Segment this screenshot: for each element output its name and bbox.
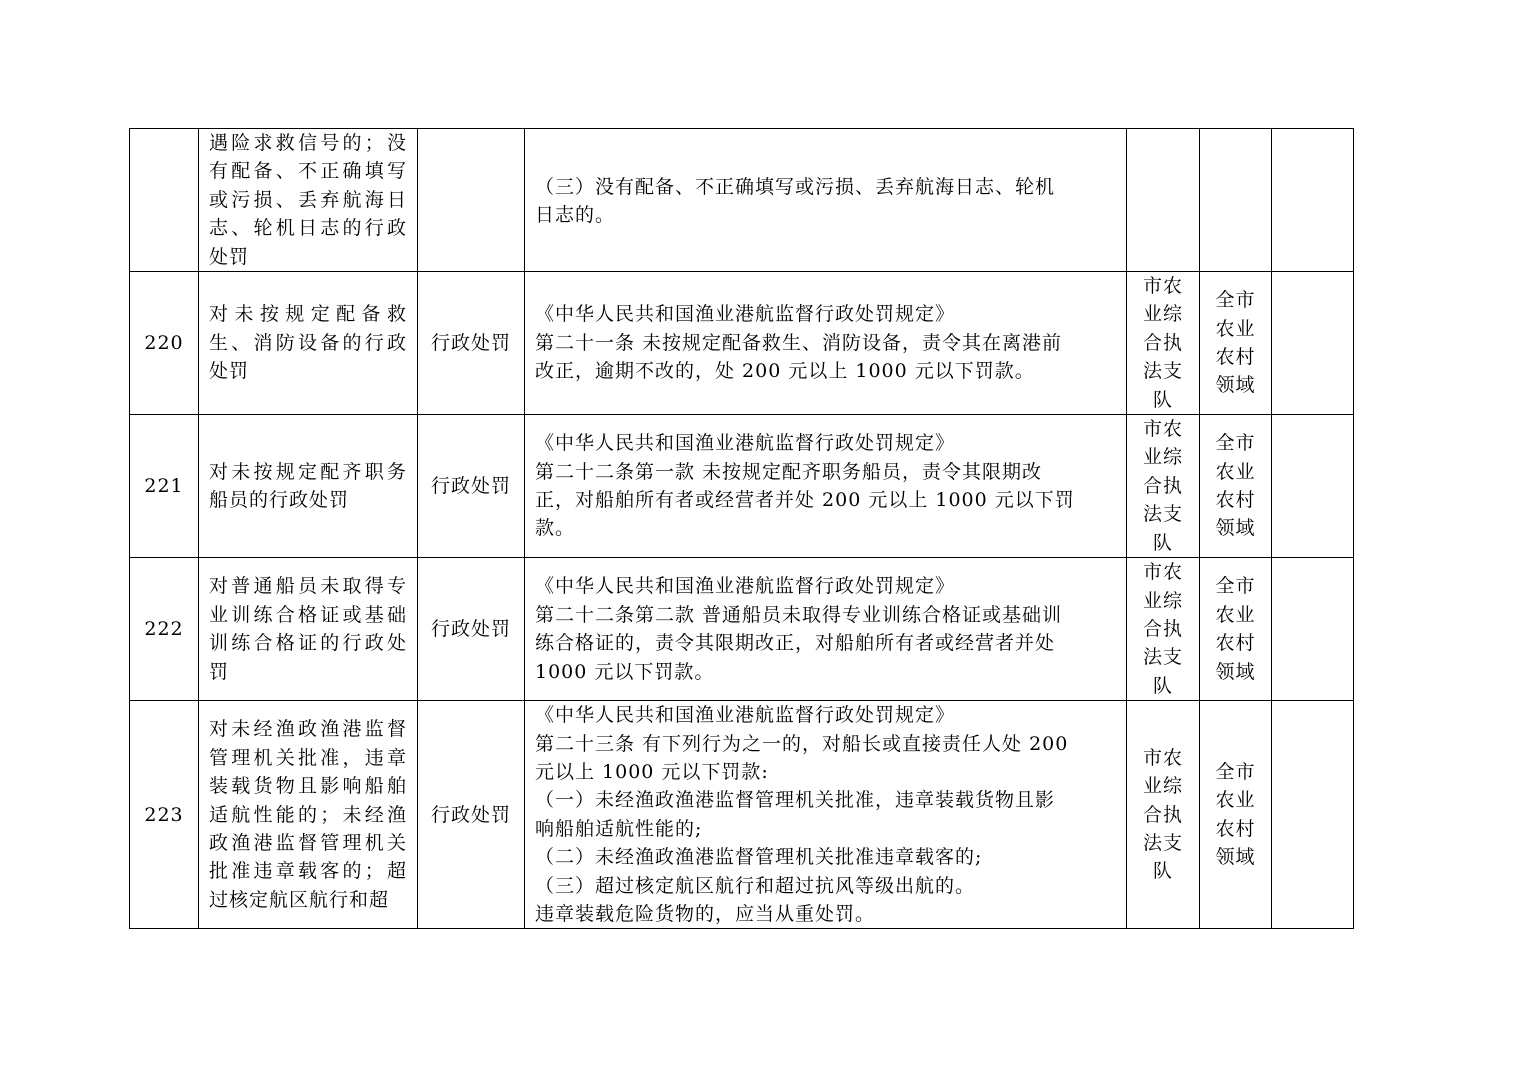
legal-basis-line: 第二十一条 未按规定配备救生、消防设备，责令其在离港前 [535, 331, 1063, 354]
scope-cell: 全市农业农村领域 [1200, 272, 1272, 415]
department-cell: 市农业综合执法支队 [1127, 701, 1200, 929]
department-cell: 市农业综合执法支队 [1127, 272, 1200, 415]
legal-basis-cell [525, 558, 1127, 701]
legal-basis-line: 第二十二条第二款 普通船员未取得专业训练合格证或基础训 [535, 603, 1063, 626]
row-number-cell [130, 129, 199, 272]
remarks-cell [1272, 129, 1354, 272]
legal-basis-line: 违章装载危险货物的，应当从重处罚。 [535, 902, 876, 925]
legal-basis-line: 第二十三条 有下列行为之一的，对船长或直接责任人处 200 [535, 732, 1069, 755]
table-row [130, 129, 1354, 272]
remarks-cell [1272, 415, 1354, 558]
table-row [130, 415, 1354, 558]
department-cell: 市农业综合执法支队 [1127, 415, 1200, 558]
scope-cell [1200, 129, 1272, 272]
legal-basis-line: 《中华人民共和国渔业港航监督行政处罚规定》 [535, 303, 956, 326]
legal-basis-line: 《中华人民共和国渔业港航监督行政处罚规定》 [535, 704, 956, 727]
scope-cell: 全市农业农村领域 [1200, 701, 1272, 929]
item-name-cell: 对普通船员未取得专业训练合格证或基础训练合格证的行政处罚 [199, 558, 418, 701]
legal-basis-line: 第二十二条第一款 未按规定配齐职务船员，责令其限期改 [535, 460, 1043, 483]
power-type-cell: 行政处罚 [418, 272, 525, 415]
legal-basis-line: 练合格证的，责令其限期改正，对船舶所有者或经营者并处 [535, 632, 1056, 655]
legal-basis-line: 正，对船舶所有者或经营者并处 200 元以上 1000 元以下罚 [535, 489, 1075, 512]
legal-basis-line: 款。 [535, 517, 576, 540]
legal-basis-line: 《中华人民共和国渔业港航监督行政处罚规定》 [535, 432, 956, 455]
scope-cell: 全市农业农村领域 [1200, 558, 1272, 701]
item-name-cell: 对未按规定配备救生、消防设备的行政处罚 [199, 272, 418, 415]
item-name-cell: 遇险求救信号的；没有配备、不正确填写或污损、丢弃航海日志、轮机日志的行政处罚 [199, 129, 418, 272]
scope-cell: 全市农业农村领域 [1200, 415, 1272, 558]
department-cell: 市农业综合执法支队 [1127, 558, 1200, 701]
table-row [130, 701, 1354, 929]
legal-basis-line: （三）没有配备、不正确填写或污损、丢弃航海日志、轮机 [535, 175, 1056, 198]
power-type-cell: 行政处罚 [418, 415, 525, 558]
row-number-cell: 221 [130, 415, 199, 558]
legal-basis-line: （三）超过核定航区航行和超过抗风等级出航的。 [535, 874, 976, 897]
power-type-cell: 行政处罚 [418, 701, 525, 929]
legal-basis-cell [525, 415, 1127, 558]
table-row [130, 558, 1354, 701]
table-row [130, 272, 1354, 415]
legal-basis-cell [525, 129, 1127, 272]
legal-basis-cell [525, 272, 1127, 415]
row-number-cell: 220 [130, 272, 199, 415]
legal-basis-line: 元以上 1000 元以下罚款: [535, 760, 769, 783]
row-number-cell: 223 [130, 701, 199, 929]
power-type-cell: 行政处罚 [418, 558, 525, 701]
legal-basis-line: 改正，逾期不改的，处 200 元以上 1000 元以下罚款。 [535, 360, 1035, 383]
legal-basis-line: 响船舶适航性能的; [535, 817, 703, 840]
remarks-cell [1272, 272, 1354, 415]
item-name-cell: 对未经渔政渔港监督管理机关批准，违章装载货物且影响船舶适航性能的；未经渔政渔港监督管理机关批准违章载客的；超过核定航区航行和超 [199, 701, 418, 929]
legal-basis-line: （一）未经渔政渔港监督管理机关批准，违章装载货物且影 [535, 789, 1056, 812]
legal-basis-line: （二）未经渔政渔港监督管理机关批准违章载客的; [535, 846, 983, 869]
item-name-cell: 对未按规定配齐职务船员的行政处罚 [199, 415, 418, 558]
legal-basis-line: 《中华人民共和国渔业港航监督行政处罚规定》 [535, 575, 956, 598]
remarks-cell [1272, 701, 1354, 929]
department-cell [1127, 129, 1200, 272]
power-list-table [129, 128, 1354, 929]
legal-basis-line: 日志的。 [535, 204, 616, 227]
row-number-cell: 222 [130, 558, 199, 701]
legal-basis-line: 1000 元以下罚款。 [535, 660, 715, 683]
remarks-cell [1272, 558, 1354, 701]
legal-basis-cell [525, 701, 1127, 929]
power-type-cell [418, 129, 525, 272]
